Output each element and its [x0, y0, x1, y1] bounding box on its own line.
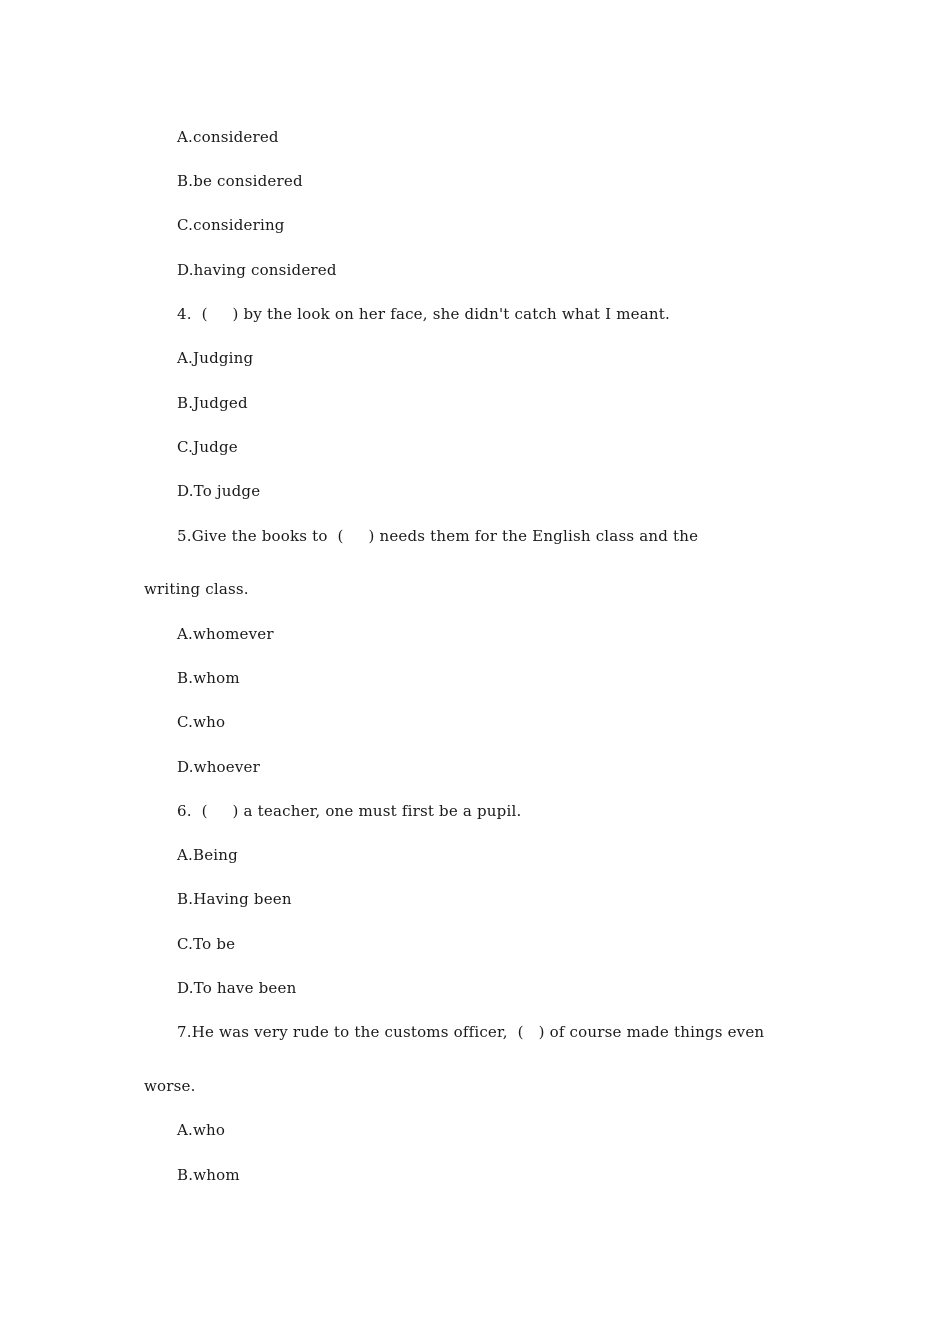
q3-option-b: B.be considered — [177, 172, 303, 190]
q3-option-d: D.having considered — [177, 261, 337, 279]
q7-option-b: B.whom — [177, 1166, 240, 1184]
q5-option-c: C.who — [177, 713, 226, 731]
q6-stem: 6. ( ) a teacher, one must first be a pupil. — [177, 802, 522, 820]
q5-option-a: A.whomever — [177, 625, 274, 643]
q4-stem: 4. ( ) by the look on her face, she didn't catch what I meant. — [177, 305, 670, 323]
q4-option-b: B.Judged — [177, 394, 248, 412]
q6-option-d: D.To have been — [177, 979, 297, 997]
q7-stem-line2: worse. — [144, 1077, 196, 1095]
q5-option-d: D.whoever — [177, 758, 260, 776]
q7-stem-line1: 7.He was very rude to the customs officer, ( ) of course made things even — [177, 1023, 765, 1041]
q3-option-c: C.considering — [177, 216, 285, 234]
q7-option-a: A.who — [177, 1121, 226, 1139]
q6-option-a: A.Being — [177, 846, 238, 864]
q6-option-c: C.To be — [177, 935, 236, 953]
q5-stem-line1: 5.Give the books to ( ) needs them for the English class and the — [177, 527, 699, 545]
q4-option-a: A.Judging — [177, 349, 254, 367]
q4-option-d: D.To judge — [177, 482, 261, 500]
q3-option-a: A.considered — [177, 128, 279, 146]
q6-option-b: B.Having been — [177, 890, 292, 908]
q4-option-c: C.Judge — [177, 438, 238, 456]
q5-option-b: B.whom — [177, 669, 240, 687]
q5-stem-line2: writing class. — [144, 580, 249, 598]
